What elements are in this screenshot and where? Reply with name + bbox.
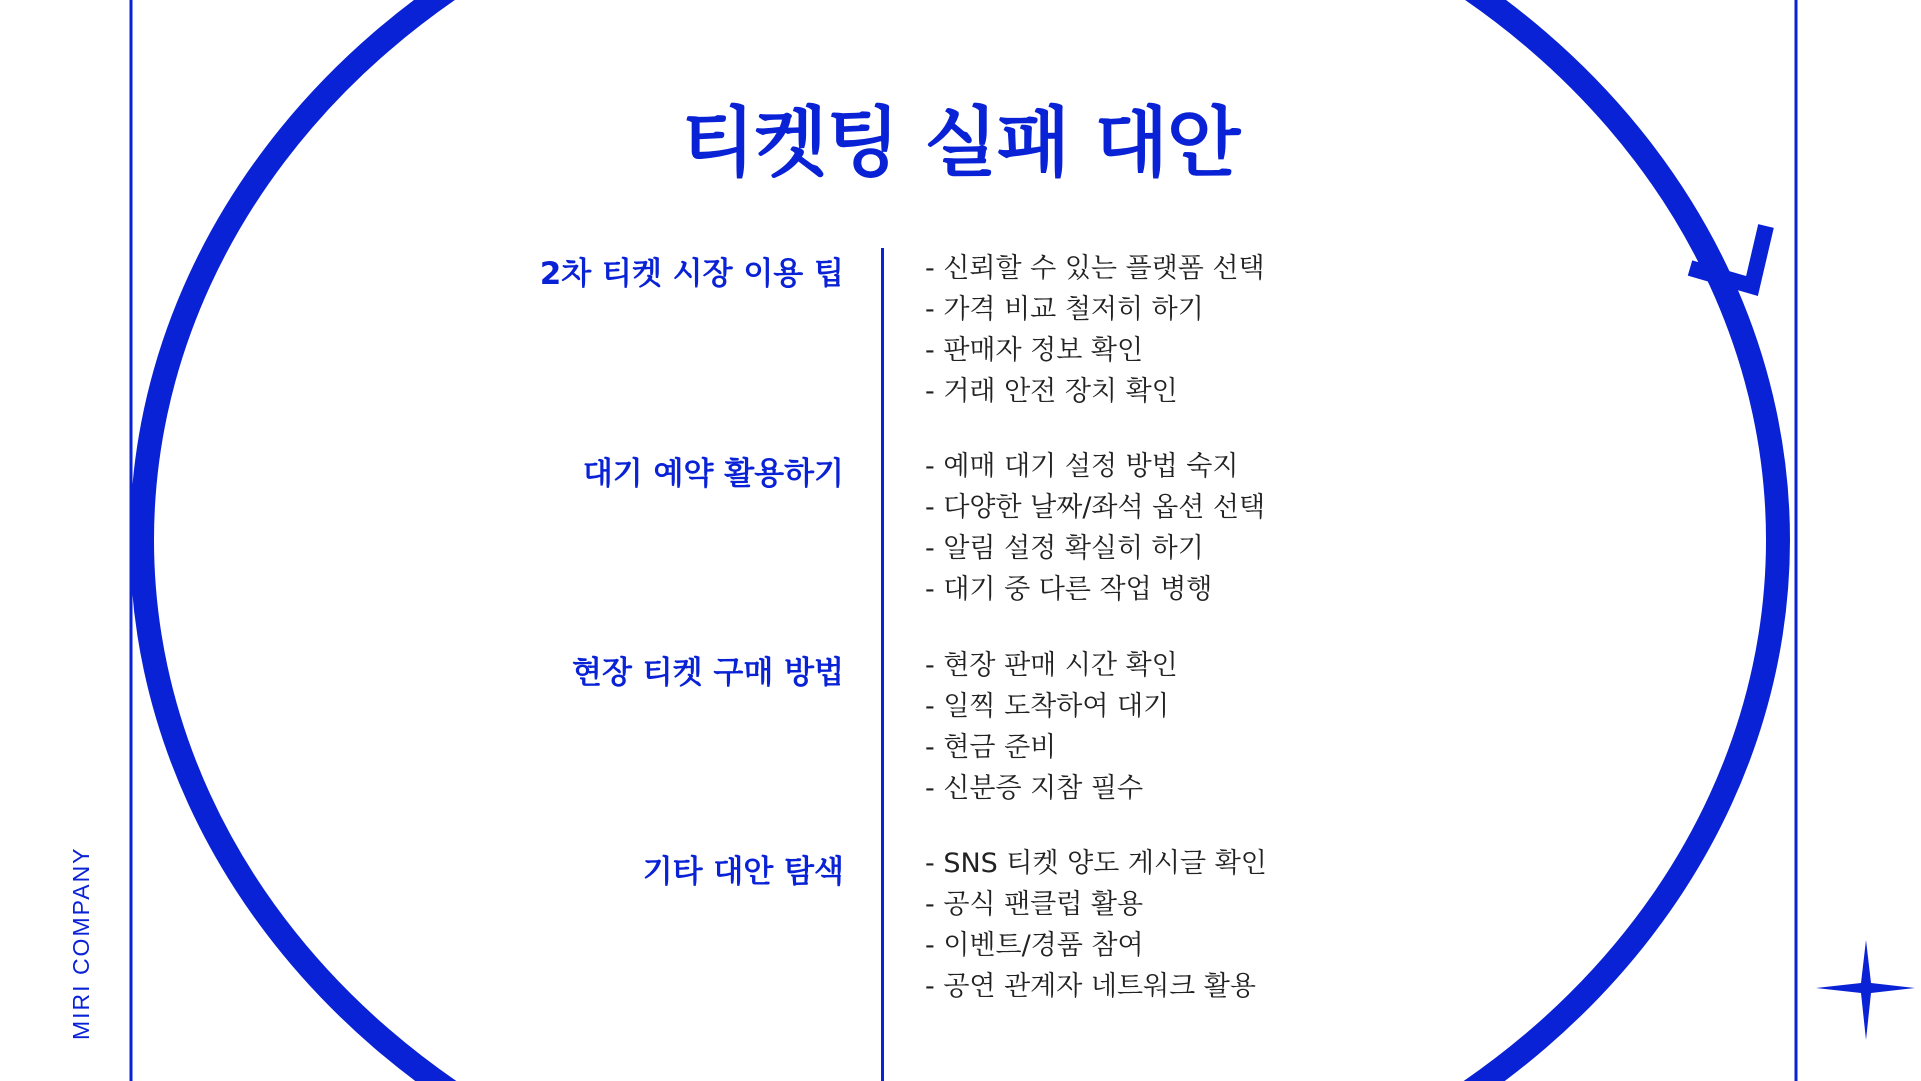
list-item: - 가격 비교 철저히 하기	[925, 294, 1204, 325]
list-item: - 공연 관계자 네트워크 활용	[925, 971, 1256, 1002]
page-title: 티켓팅 실패 대안	[681, 98, 1240, 187]
list-item: - 대기 중 다른 작업 병행	[925, 574, 1213, 605]
star-center-dot	[1860, 982, 1872, 994]
section-list-secondary-market	[925, 248, 1265, 412]
list-item: - 일찍 도착하여 대기	[925, 691, 1170, 722]
list-item: - 예매 대기 설정 방법 숙지	[925, 451, 1239, 482]
list-item: - 거래 안전 장치 확인	[925, 376, 1178, 407]
list-item: - SNS 티켓 양도 게시글 확인	[925, 848, 1267, 879]
list-item: - 신뢰할 수 있는 플랫폼 선택	[925, 253, 1265, 284]
list-item: - 이벤트/경품 참여	[925, 930, 1144, 961]
list-item: - 공식 팬클럽 활용	[925, 889, 1144, 920]
list-item: - 판매자 정보 확인	[925, 335, 1144, 366]
section-list-onsite-purchase	[925, 645, 1178, 809]
section-list-waitlist	[925, 446, 1265, 610]
list-item: - 현장 판매 시간 확인	[925, 650, 1178, 681]
section-heading-waitlist: 대기 예약 활용하기	[582, 456, 844, 492]
list-item: - 다양한 날짜/좌석 옵션 선택	[925, 492, 1266, 523]
section-list-other-alternatives	[925, 843, 1267, 1007]
center-divider	[881, 248, 884, 1081]
list-item: - 알림 설정 확실히 하기	[925, 533, 1204, 564]
list-item: - 신분증 지참 필수	[925, 773, 1144, 804]
section-heading-secondary-market: 2차 티켓 시장 이용 팁	[539, 256, 844, 292]
section-heading-onsite-purchase: 현장 티켓 구매 방법	[572, 655, 844, 691]
section-heading-other-alternatives: 기타 대안 탐색	[642, 854, 844, 890]
list-item: - 현금 준비	[925, 732, 1057, 763]
brand-label: MIRI COMPANY	[68, 846, 94, 1040]
